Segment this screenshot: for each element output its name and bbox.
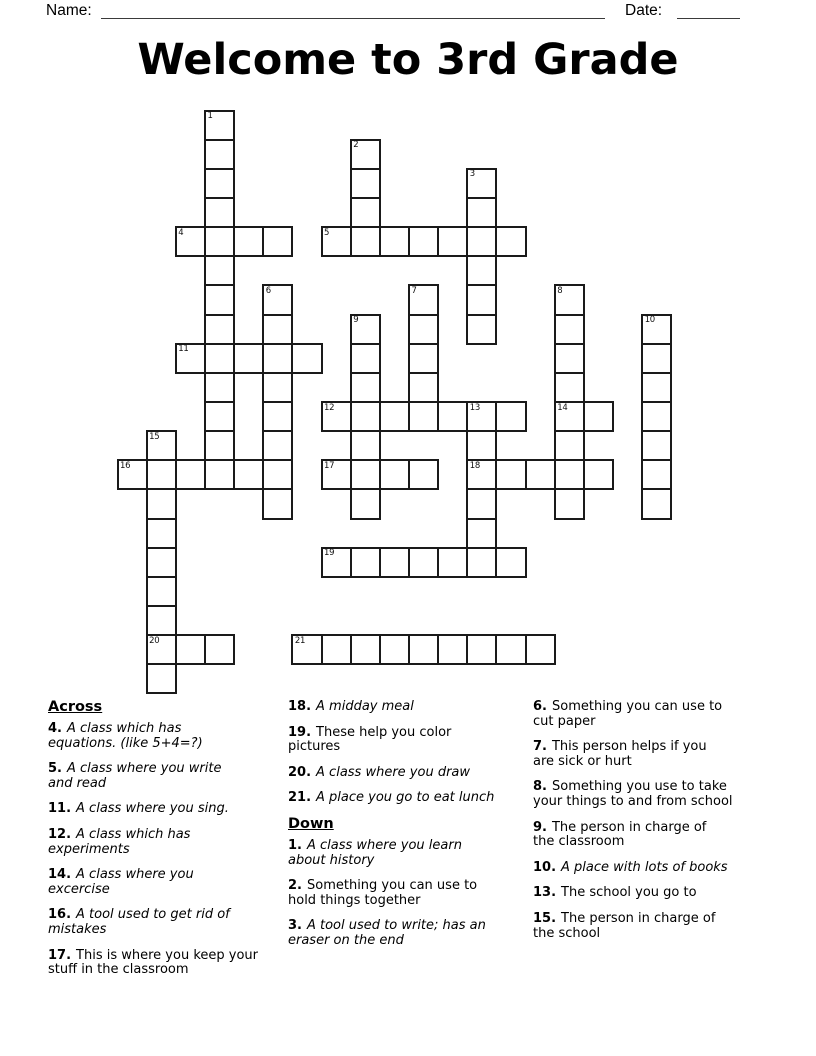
clue-text: A tool used to get rid of mistakes — [48, 907, 230, 937]
clue-column-1 — [48, 700, 294, 989]
grid-cell-r3c12[interactable] — [466, 197, 497, 228]
clue-text: A class where you draw — [316, 764, 471, 780]
cell-number: 12 — [324, 402, 335, 413]
clue-text: The person in charge of the school — [533, 910, 716, 941]
cell-number: 16 — [120, 460, 131, 471]
clue-text: A class where you sing. — [76, 801, 229, 817]
grid-cell-r8c3[interactable] — [204, 343, 235, 374]
grid-cell-r11c18[interactable] — [641, 430, 672, 461]
clue-number: 1. — [288, 837, 302, 853]
cell-number: 15 — [149, 431, 160, 442]
cell-number: 17 — [324, 460, 335, 471]
clue-number: 12. — [48, 826, 72, 842]
clue-number: 6. — [533, 699, 547, 714]
grid-cell-r11c12[interactable] — [466, 430, 497, 461]
grid-cell-r4c8[interactable] — [350, 226, 381, 257]
clue-number: 9. — [533, 819, 547, 835]
grid-cell-r11c8[interactable] — [350, 430, 381, 461]
cell-number: 1 — [207, 111, 213, 121]
grid-cell-r14c1[interactable] — [146, 518, 177, 549]
grid-cell-r19c1[interactable] — [146, 663, 177, 694]
clue-number: 15. — [533, 910, 557, 926]
grid-cell-r0c3[interactable] — [204, 110, 235, 141]
cell-number: 13 — [469, 402, 481, 413]
grid-cell-r18c7[interactable] — [321, 634, 352, 665]
grid-cell-r12c1[interactable] — [146, 459, 177, 490]
grid-cell-r8c18[interactable] — [641, 343, 672, 374]
grid-cell-r11c5[interactable] — [262, 430, 293, 461]
grid-cell-r9c18[interactable] — [641, 372, 672, 403]
grid-cell-r18c13[interactable] — [495, 634, 526, 665]
clue-8 — [533, 780, 813, 809]
grid-cell-r18c14[interactable] — [525, 634, 556, 665]
grid-cell-r15c11[interactable] — [437, 547, 468, 578]
clue-text: The school you go to — [561, 885, 697, 901]
grid-cell-r10c9[interactable] — [379, 401, 410, 432]
clue-text: A class which has equations. (like 5+4=?) — [48, 721, 203, 751]
grid-cell-r18c8[interactable] — [350, 634, 381, 665]
clue-number: 14. — [48, 867, 72, 883]
clue-number: 20. — [288, 764, 312, 780]
cell-number: 14 — [557, 402, 568, 413]
grid-cell-r18c10[interactable] — [408, 634, 439, 665]
grid-cell-r6c15[interactable] — [554, 284, 585, 315]
grid-cell-r12c18[interactable] — [641, 459, 672, 490]
grid-cell-r4c10[interactable] — [408, 226, 439, 257]
clue-17 — [48, 949, 294, 978]
clue-number: 10. — [533, 859, 557, 875]
clue-9 — [533, 821, 813, 850]
clue-number: 2. — [288, 878, 302, 894]
grid-cell-r10c12[interactable] — [466, 401, 497, 432]
cell-number: 10 — [644, 315, 655, 326]
clue-column-2 — [288, 700, 536, 960]
grid-cell-r11c15[interactable] — [554, 430, 585, 461]
grid-cell-r14c12[interactable] — [466, 518, 497, 549]
grid-cell-r13c8[interactable] — [350, 488, 381, 519]
grid-cell-r10c5[interactable] — [262, 401, 293, 432]
grid-cell-r15c13[interactable] — [495, 547, 526, 578]
clue-13 — [533, 886, 813, 901]
grid-cell-r7c15[interactable] — [554, 314, 585, 345]
grid-cell-r7c5[interactable] — [262, 314, 293, 345]
clue-text: A class where you write and read — [48, 761, 222, 791]
clue-text: A tool used to write; has an eraser on the end — [288, 918, 486, 948]
clue-12 — [48, 828, 294, 857]
grid-cell-r13c5[interactable] — [262, 488, 293, 519]
grid-cell-r13c1[interactable] — [146, 488, 177, 519]
clue-text: This is where you keep your stuff in the classroom — [48, 947, 258, 978]
grid-cell-r15c8[interactable] — [350, 547, 381, 578]
cell-number: 7 — [411, 285, 417, 296]
clue-text: The person in charge of the classroom — [533, 819, 707, 850]
grid-cell-r12c2[interactable] — [175, 459, 206, 490]
grid-cell-r12c14[interactable] — [525, 459, 556, 490]
clue-number: 11. — [48, 801, 72, 817]
grid-cell-r13c15[interactable] — [554, 488, 585, 519]
grid-cell-r17c1[interactable] — [146, 605, 177, 636]
cell-number: 18 — [469, 460, 481, 471]
grid-cell-r7c18[interactable] — [641, 314, 672, 345]
grid-cell-r12c12[interactable] — [466, 459, 497, 490]
grid-cell-r18c12[interactable] — [466, 634, 497, 665]
clue-number: 5. — [48, 761, 62, 777]
grid-cell-r15c9[interactable] — [379, 547, 410, 578]
clue-19 — [288, 726, 536, 755]
clue-text: Something you use to take your things to and from school — [533, 779, 733, 809]
grid-cell-r10c7[interactable] — [321, 401, 352, 432]
grid-cell-r3c3[interactable] — [204, 197, 235, 228]
clue-number: 18. — [288, 699, 312, 714]
clue-text: Something you can use to cut paper — [533, 699, 723, 729]
clue-3 — [288, 919, 536, 948]
grid-cell-r12c8[interactable] — [350, 459, 381, 490]
grid-cell-r12c10[interactable] — [408, 459, 439, 490]
grid-cell-r7c3[interactable] — [204, 314, 235, 345]
grid-cell-r9c15[interactable] — [554, 372, 585, 403]
cell-number: 20 — [149, 635, 160, 646]
grid-cell-r8c4[interactable] — [233, 343, 264, 374]
grid-cell-r2c12[interactable] — [466, 168, 497, 199]
clue-number: 13. — [533, 885, 557, 901]
grid-cell-r2c8[interactable] — [350, 168, 381, 199]
clue-11 — [48, 802, 294, 817]
grid-cell-r12c15[interactable] — [554, 459, 585, 490]
grid-cell-r10c8[interactable] — [350, 401, 381, 432]
clue-number: 16. — [48, 907, 72, 923]
grid-cell-r2c3[interactable] — [204, 168, 235, 199]
cell-number: 3 — [469, 169, 475, 180]
grid-cell-r18c11[interactable] — [437, 634, 468, 665]
grid-cell-r4c4[interactable] — [233, 226, 264, 257]
grid-cell-r10c10[interactable] — [408, 401, 439, 432]
grid-cell-r8c10[interactable] — [408, 343, 439, 374]
clue-7 — [533, 740, 813, 769]
cell-number: 5 — [324, 227, 330, 238]
cell-number: 19 — [324, 548, 335, 559]
grid-cell-r8c8[interactable] — [350, 343, 381, 374]
clue-number: 19. — [288, 724, 312, 740]
grid-cell-r9c3[interactable] — [204, 372, 235, 403]
clue-14 — [48, 868, 294, 897]
grid-cell-r10c15[interactable] — [554, 401, 585, 432]
grid-cell-r12c9[interactable] — [379, 459, 410, 490]
cell-number: 9 — [353, 315, 359, 326]
grid-cell-r13c12[interactable] — [466, 488, 497, 519]
name-label: Name: — [46, 2, 92, 19]
clue-18 — [288, 700, 536, 715]
grid-cell-r18c3[interactable] — [204, 634, 235, 665]
clue-number: 17. — [48, 947, 72, 963]
grid-cell-r10c18[interactable] — [641, 401, 672, 432]
grid-cell-r15c10[interactable] — [408, 547, 439, 578]
grid-cell-r9c10[interactable] — [408, 372, 439, 403]
cell-number: 2 — [353, 140, 359, 151]
grid-cell-r5c3[interactable] — [204, 255, 235, 286]
grid-cell-r12c0[interactable] — [117, 459, 148, 490]
grid-cell-r11c3[interactable] — [204, 430, 235, 461]
grid-cell-r6c10[interactable] — [408, 284, 439, 315]
grid-cell-r18c2[interactable] — [175, 634, 206, 665]
clue-text: These help you color pictures — [288, 724, 452, 755]
grid-cell-r12c4[interactable] — [233, 459, 264, 490]
clue-4 — [48, 722, 294, 751]
cell-number: 4 — [178, 227, 184, 238]
grid-cell-r8c2[interactable] — [175, 343, 206, 374]
clue-15 — [533, 912, 813, 941]
clue-number: 21. — [288, 790, 312, 806]
grid-cell-r12c5[interactable] — [262, 459, 293, 490]
grid-cell-r18c6[interactable] — [291, 634, 322, 665]
grid-cell-r4c2[interactable] — [175, 226, 206, 257]
grid-cell-r15c7[interactable] — [321, 547, 352, 578]
grid-cell-r12c7[interactable] — [321, 459, 352, 490]
clue-number: 3. — [288, 918, 302, 934]
grid-cell-r8c5[interactable] — [262, 343, 293, 374]
grid-cell-r8c15[interactable] — [554, 343, 585, 374]
grid-cell-r12c13[interactable] — [495, 459, 526, 490]
grid-cell-r18c1[interactable] — [146, 634, 177, 665]
clue-21 — [288, 791, 536, 806]
grid-cell-r4c9[interactable] — [379, 226, 410, 257]
clue-column-3 — [533, 700, 813, 952]
cell-number: 21 — [294, 635, 306, 646]
grid-cell-r16c1[interactable] — [146, 576, 177, 607]
grid-cell-r10c3[interactable] — [204, 401, 235, 432]
grid-cell-r3c8[interactable] — [350, 197, 381, 228]
clue-text: A class where you learn about history — [288, 837, 462, 868]
clue-16 — [48, 908, 294, 937]
cell-number: 8 — [557, 285, 563, 296]
grid-cell-r4c7[interactable] — [321, 226, 352, 257]
grid-cell-r4c13[interactable] — [495, 226, 526, 257]
grid-cell-r10c13[interactable] — [495, 401, 526, 432]
grid-cell-r7c12[interactable] — [466, 314, 497, 345]
grid-cell-r7c10[interactable] — [408, 314, 439, 345]
grid-cell-r4c12[interactable] — [466, 226, 497, 257]
clue-number: 7. — [533, 739, 547, 755]
clue-text: A class which has experiments — [48, 826, 191, 857]
clue-1 — [288, 839, 536, 868]
grid-cell-r1c3[interactable] — [204, 139, 235, 170]
grid-cell-r6c5[interactable] — [262, 284, 293, 315]
across-heading: Across — [48, 699, 103, 715]
grid-cell-r1c8[interactable] — [350, 139, 381, 170]
grid-cell-r11c1[interactable] — [146, 430, 177, 461]
clue-5 — [48, 762, 294, 791]
grid-cell-r12c3[interactable] — [204, 459, 235, 490]
clue-number: 8. — [533, 779, 547, 795]
grid-cell-r15c1[interactable] — [146, 547, 177, 578]
grid-cell-r4c3[interactable] — [204, 226, 235, 257]
grid-cell-r8c6[interactable] — [291, 343, 322, 374]
grid-cell-r6c12[interactable] — [466, 284, 497, 315]
grid-cell-r4c11[interactable] — [437, 226, 468, 257]
down-heading: Down — [288, 815, 334, 832]
grid-cell-r4c5[interactable] — [262, 226, 293, 257]
clue-text: A place with lots of books — [561, 859, 728, 875]
grid-cell-r10c16[interactable] — [583, 401, 614, 432]
grid-cell-r12c16[interactable] — [583, 459, 614, 490]
clue-text: This person helps if you are sick or hurt — [533, 739, 707, 769]
clue-6 — [533, 700, 813, 729]
grid-cell-r7c8[interactable] — [350, 314, 381, 345]
grid-cell-r15c12[interactable] — [466, 547, 497, 578]
clue-number: 4. — [48, 721, 62, 736]
grid-cell-r9c8[interactable] — [350, 372, 381, 403]
clue-10 — [533, 861, 813, 876]
grid-cell-r9c5[interactable] — [262, 372, 293, 403]
date-label: Date: — [625, 2, 663, 19]
cell-number: 11 — [178, 344, 189, 355]
clue-text: A place you go to eat lunch — [316, 790, 495, 806]
clue-text: A class where you excercise — [48, 867, 194, 897]
grid-cell-r18c9[interactable] — [379, 634, 410, 665]
grid-cell-r13c18[interactable] — [641, 488, 672, 519]
clue-20 — [288, 766, 536, 781]
clue-2 — [288, 879, 536, 908]
grid-cell-r10c11[interactable] — [437, 401, 468, 432]
clue-text: A midday meal — [316, 699, 414, 714]
cell-number: 6 — [265, 285, 271, 296]
grid-cell-r5c12[interactable] — [466, 255, 497, 286]
page-title: Welcome to 3rd Grade — [137, 35, 679, 85]
grid-cell-r6c3[interactable] — [204, 284, 235, 315]
clue-text: Something you can use to hold things together — [288, 878, 478, 908]
